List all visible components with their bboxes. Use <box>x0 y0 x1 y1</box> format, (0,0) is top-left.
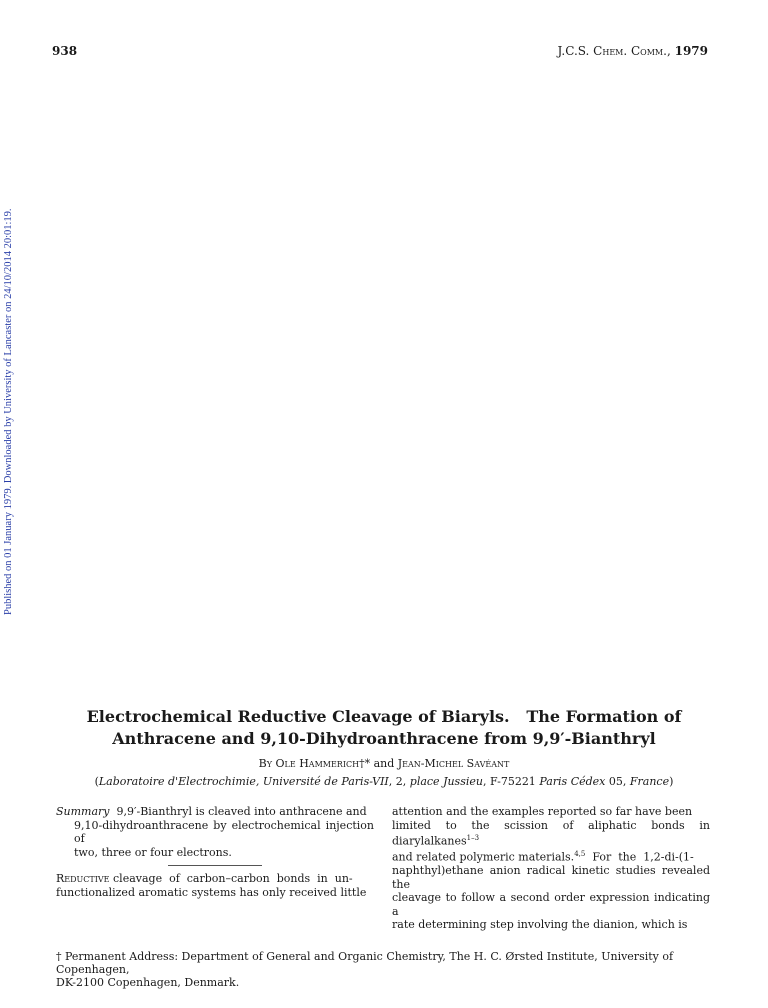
journal-citation <box>558 44 709 58</box>
body-right-line-6: rate determining step involving the dianion, which is <box>392 918 688 932</box>
by-word: By <box>258 757 273 770</box>
body-right-line-2 <box>392 819 710 849</box>
section-divider <box>168 865 262 866</box>
journal-name: J.C.S. Chem. Comm., <box>557 44 671 58</box>
affiliation-lab: Laboratoire d'Electrochimie, Université de Paris- <box>98 775 373 788</box>
affiliation-place: place Jussieu <box>409 775 483 788</box>
page-number: 938 <box>52 44 78 58</box>
affiliation-roman: VII <box>372 775 389 788</box>
body-right-line-3 <box>392 848 710 864</box>
affiliation-address-3: 05, <box>605 775 630 788</box>
footnote <box>56 950 716 989</box>
author-line <box>60 757 708 770</box>
body-right-line-1: attention and the examples reported so far have been <box>392 805 693 818</box>
affiliation-address-1: , 2, <box>388 775 410 788</box>
affiliation-address-2: , F-75221 <box>482 775 540 788</box>
affiliation-open-paren: ( <box>94 775 99 788</box>
summary-line-1 <box>56 805 374 819</box>
body-right-text-3: and related polymeric materials. <box>392 850 575 864</box>
body-right-text-3-tail: For the 1,2-di-(1- <box>585 850 694 864</box>
author-hammerich: Ole Hammerich†* <box>275 757 371 770</box>
summary-text-1: 9,9′-Bianthryl is cleaved into anthracene and <box>116 805 367 818</box>
footnote-line-1: † Permanent Address: Department of General and Organic Chemistry, The H. C. Ørsted Institute, University of Copenhagen, <box>56 950 674 976</box>
lead-word: Reductive <box>56 872 110 885</box>
affiliation-close-paren: ) <box>669 775 674 788</box>
body-left-text-1: cleavage of carbon–carbon bonds in un- <box>109 872 353 885</box>
ref-1-3: 1–3 <box>466 834 480 842</box>
summary-line-3: two, three or four electrons. <box>74 845 232 859</box>
summary-line-2: 9,10-dihydroanthracene by electrochemical injection of <box>74 818 374 845</box>
body-right-line-5: cleavage to follow a second order expression indicating a <box>392 891 710 918</box>
body-left-line-1 <box>56 872 374 886</box>
affiliation-country: France <box>629 775 670 788</box>
summary <box>56 805 374 859</box>
download-watermark: Published on 01 January 1979. Downloaded by University of Lancaster on 24/10/2014 20:01:19. <box>3 208 14 615</box>
title-line-2: Anthracene and 9,10-Dihydroanthracene from 9,9′-Bianthryl <box>112 729 656 748</box>
right-column <box>392 805 710 932</box>
affiliation-city: Paris Cédex <box>539 775 606 788</box>
title-line-1: Electrochemical Reductive Cleavage of Biaryls. The Formation of <box>86 707 682 726</box>
author-saveant: Jean-Michel Savéant <box>397 757 510 770</box>
body-right-line-4: naphthyl)ethane anion radical kinetic studies revealed the <box>392 864 710 891</box>
body-right-text-2: limited to the scission of aliphatic bonds in diarylalkanes <box>392 818 710 848</box>
left-column <box>56 805 374 899</box>
body-left-line-2: functionalized aromatic systems has only received little <box>56 885 367 899</box>
and-word: and <box>373 757 395 770</box>
footnote-line-2: DK-2100 Copenhagen, Denmark. <box>56 976 240 989</box>
affiliation <box>60 775 708 788</box>
journal-year: 1979 <box>674 44 708 58</box>
summary-label: Summary <box>56 805 110 818</box>
ref-4-5: 4,5 <box>574 850 586 859</box>
article-title <box>60 706 708 750</box>
